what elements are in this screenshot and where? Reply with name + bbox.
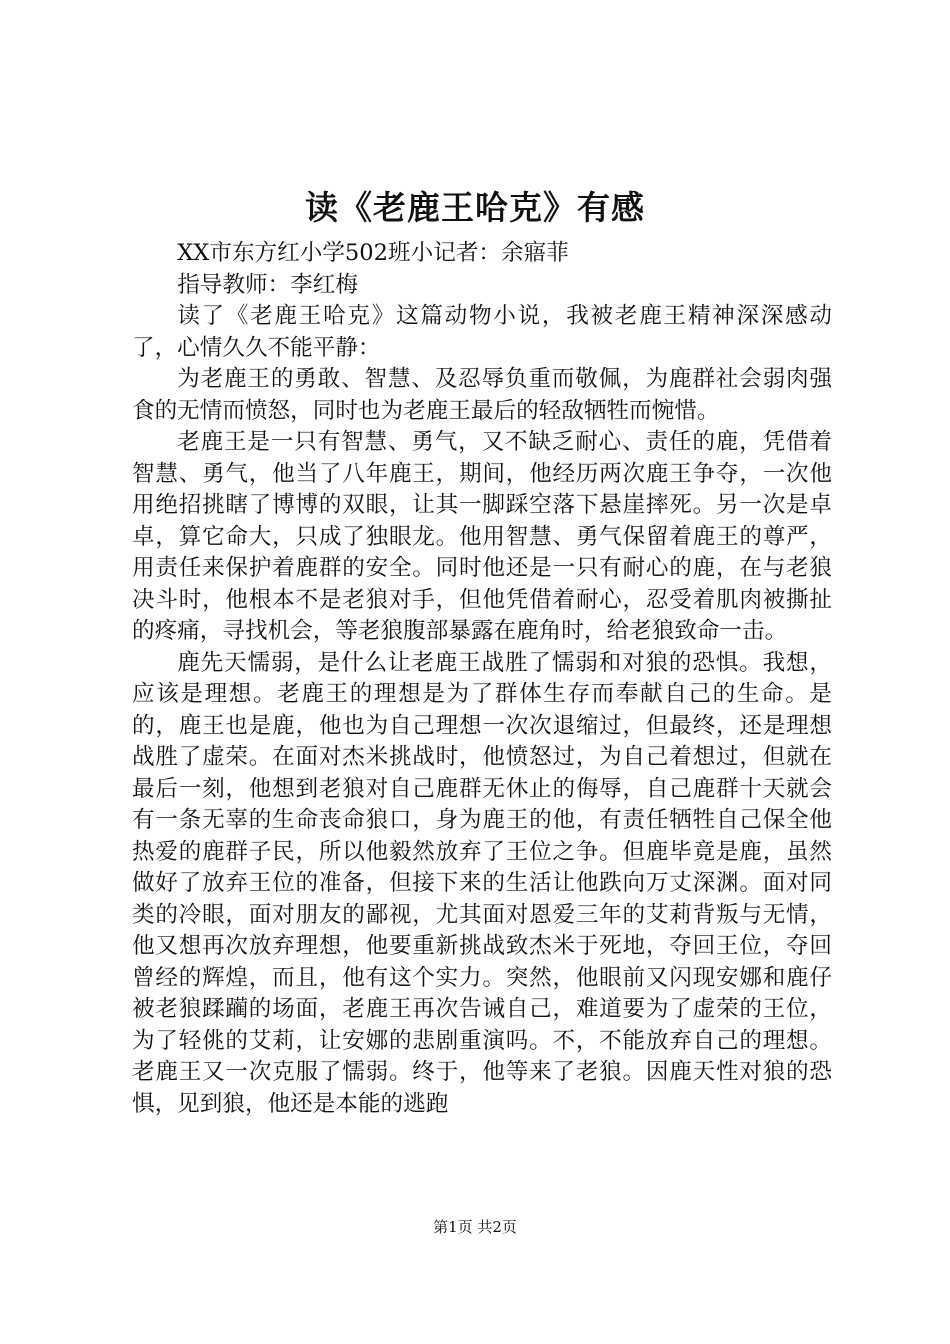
paragraph: 老鹿王是一只有智慧、勇气，又不缺乏耐心、责任的鹿，凭借着智慧、勇气，他当了八年鹿王，期间，他经历两次鹿王争夺，一次他用绝招挑瞎了博博的双眼，让其一脚踩空落下悬崖摔死。另一次是卓卓，算它命大，只成了独眼龙。他用智慧、勇气保留着鹿王的尊严，用责任来保护着鹿群的安全。同时他还是一只有耐心的鹿，在与老狼决斗时，他根本不是老狼对手，但他凭借着耐心，忍受着肌肉被撕扯的疼痛，寻找机会，等老狼腹部暴露在鹿角时，给老狼致命一击。 [132,429,832,644]
paragraph: 为老鹿王的勇敢、智慧、及忍辱负重而敬佩，为鹿群社会弱肉强食的无情而愤怒，同时也为老鹿王最后的轻敌牺牲而惋惜。 [132,366,832,424]
document-title: 读《老鹿王哈克》有感 [305,188,645,227]
paragraph: 读了《老鹿王哈克》这篇动物小说，我被老鹿王精神深深感动了，心情久久不能平静： [132,303,832,361]
teacher-line: 指导教师：李红梅 [177,271,358,298]
page-footer: 第1页 共2页 [433,1218,517,1236]
byline: XX市东方红小学502班小记者：余寤菲 [177,240,569,266]
paragraph: 鹿先天懦弱，是什么让老鹿王战胜了懦弱和对狼的恐惧。我想，应该是理想。老鹿王的理想是为了群体生存而奉献自己的生命。是的，鹿王也是鹿，他也为自己理想一次次退缩过，但最终，还是理想战胜了虚荣。在面对杰米挑战时，他愤怒过，为自己着想过，但就在最后一刻，他想到老狼对自己鹿群无休止的侮辱，自己鹿群十天就会有一条无辜的生命丧命狼口，身为鹿王的他，有责任牺牲自己保全他热爱的鹿群子民，所以他毅然放弃了王位之争。但鹿毕竟是鹿，虽然做好了放弃王位的准备，但接下来的生活让他跌向万丈深渊。面对同类的冷眼，面对朋友的鄙视，尤其面对恩爱三年的艾莉背叛与无情，他又想再次放弃理想，他要重新挑战致杰米于死地，夺回王位，夺回曾经的辉煌，而且，他有这个实力。突然，他眼前又闪现安娜和鹿仔被老狼蹂躏的场面，老鹿王再次告诫自己，难道要为了虚荣的王位，为了轻佻的艾莉，让安娜的悲剧重演吗。不，不能放弃自己的理想。老鹿王又一次克服了懦弱。终于，他等来了老狼。因鹿天性对狼的恐惧，见到狼，他还是本能的逃跑 [132,649,832,1117]
document-body [132,238,832,1120]
